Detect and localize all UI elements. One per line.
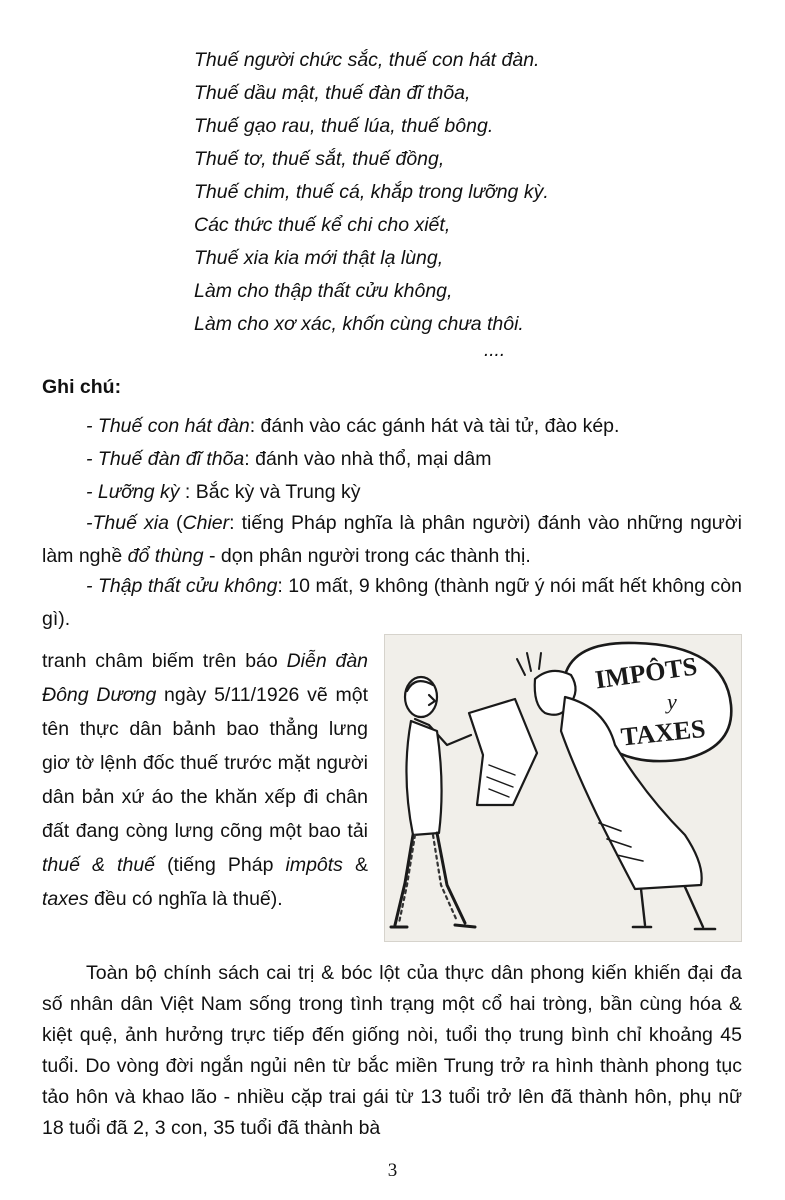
note-term: -Thuế xia [86,512,169,534]
caption-term: thuế & thuế [42,854,156,876]
note-item [42,507,742,573]
tax-order-paper [469,699,537,805]
sack-lettering-mid: y [667,689,677,714]
page-number: 3 [387,1160,398,1181]
caption-term: impôts [285,854,343,876]
note-item [42,476,742,509]
note-text: : tiếng Pháp nghĩa là phân người) đánh vào những người làm nghề [42,512,742,567]
note-text: : đánh vào nhà thổ, mại dâm [244,448,492,470]
caption-text: tranh châm biếm trên báo [42,650,287,672]
cartoon-caption [42,644,368,916]
notes-title: Ghi chú: [42,376,122,398]
poem-line: Thuế gạo rau, thuế lúa, thuế bông. [194,115,494,137]
note-term: Chier [182,512,230,534]
colonist-figure [391,677,475,927]
caption-text: đều có nghĩa là thuế). [88,888,283,910]
note-term: đổ thùng [127,545,204,567]
note-item [42,570,742,636]
note-term: - Thuế con hát đàn [86,415,250,437]
poem [194,44,754,341]
poem-line: Thuế xia kia mới thật lạ lùng, [194,247,444,269]
poem-line: Làm cho thập thất cửu không, [194,280,453,302]
satirical-cartoon [384,634,742,942]
caption-text: (tiếng Pháp [155,854,286,876]
poem-line: Thuế chim, thuế cá, khắp trong lưỡng kỳ. [194,181,549,203]
note-term: - Thuế đàn đĩ thõa [86,448,245,470]
note-text: : 10 mất, 9 không (thành ngữ ý nói mất hết không còn gì). [42,575,742,630]
note-term: - Thập thất cửu không [86,575,278,597]
note-term: - Lưỡng kỳ [86,481,180,503]
poem-line: Các thức thuế kể chi cho xiết, [194,214,451,236]
caption-term: taxes [42,888,89,910]
sack-lettering-bottom: TAXES [619,713,707,752]
note-text: - dọn phân người trong các thành thị. [203,545,531,567]
poem-line: Thuế dầu mật, thuế đàn đĩ thõa, [194,82,471,104]
poem-line: Thuế tơ, thuế sắt, thuế đồng, [194,148,445,170]
note-item [42,410,742,443]
cartoon-drawing [385,635,741,941]
poem-ellipsis: .... [484,340,506,361]
caption-text: & [342,854,368,876]
poem-line: Làm cho xơ xác, khốn cùng chưa thôi. [194,313,524,335]
note-item [42,443,742,476]
newspaper-name: Diễn đàn Đông Dương [42,650,369,706]
body-paragraph [42,958,742,1144]
note-text: : Bắc kỳ và Trung kỳ [179,481,361,503]
note-text: ( [168,512,183,534]
body-text: Toàn bộ chính sách cai trị & bóc lột của thực dân phong kiến khiến đại đa số nhân dân Việt Nam sống trong tình trạng một cổ hai tròng, bần cùng hóa & kiệt quệ, ảnh hưởng trực tiếp đến giống nòi, tuổi thọ trung bình chỉ khoảng 45 tuổi. Do vòng đời ngắn ngủi nên từ bắc miền Trung trở ra hình thành phong tục tảo hôn và khao lão - nhiều cặp trai gái từ 13 tuổi trở lên đã thành hôn, phụ nữ 18 tuổi đã 2, 3 con, 35 tuổi đã thành bà [42,962,742,1139]
sack-lettering-top: IMPÔTS [593,651,699,695]
poem-line: Thuế người chức sắc, thuế con hát đàn. [194,49,540,71]
note-text: : đánh vào các gánh hát và tài tử, đào kép. [249,415,620,437]
caption-text: ngày 5/11/1926 vẽ một tên thực dân bảnh bao thẳng lưng giơ tờ lệnh đốc thuế trước mặt người dân bản xứ áo the khăn xếp đi chân đất đang còng lưng cõng một bao tải [42,684,368,842]
